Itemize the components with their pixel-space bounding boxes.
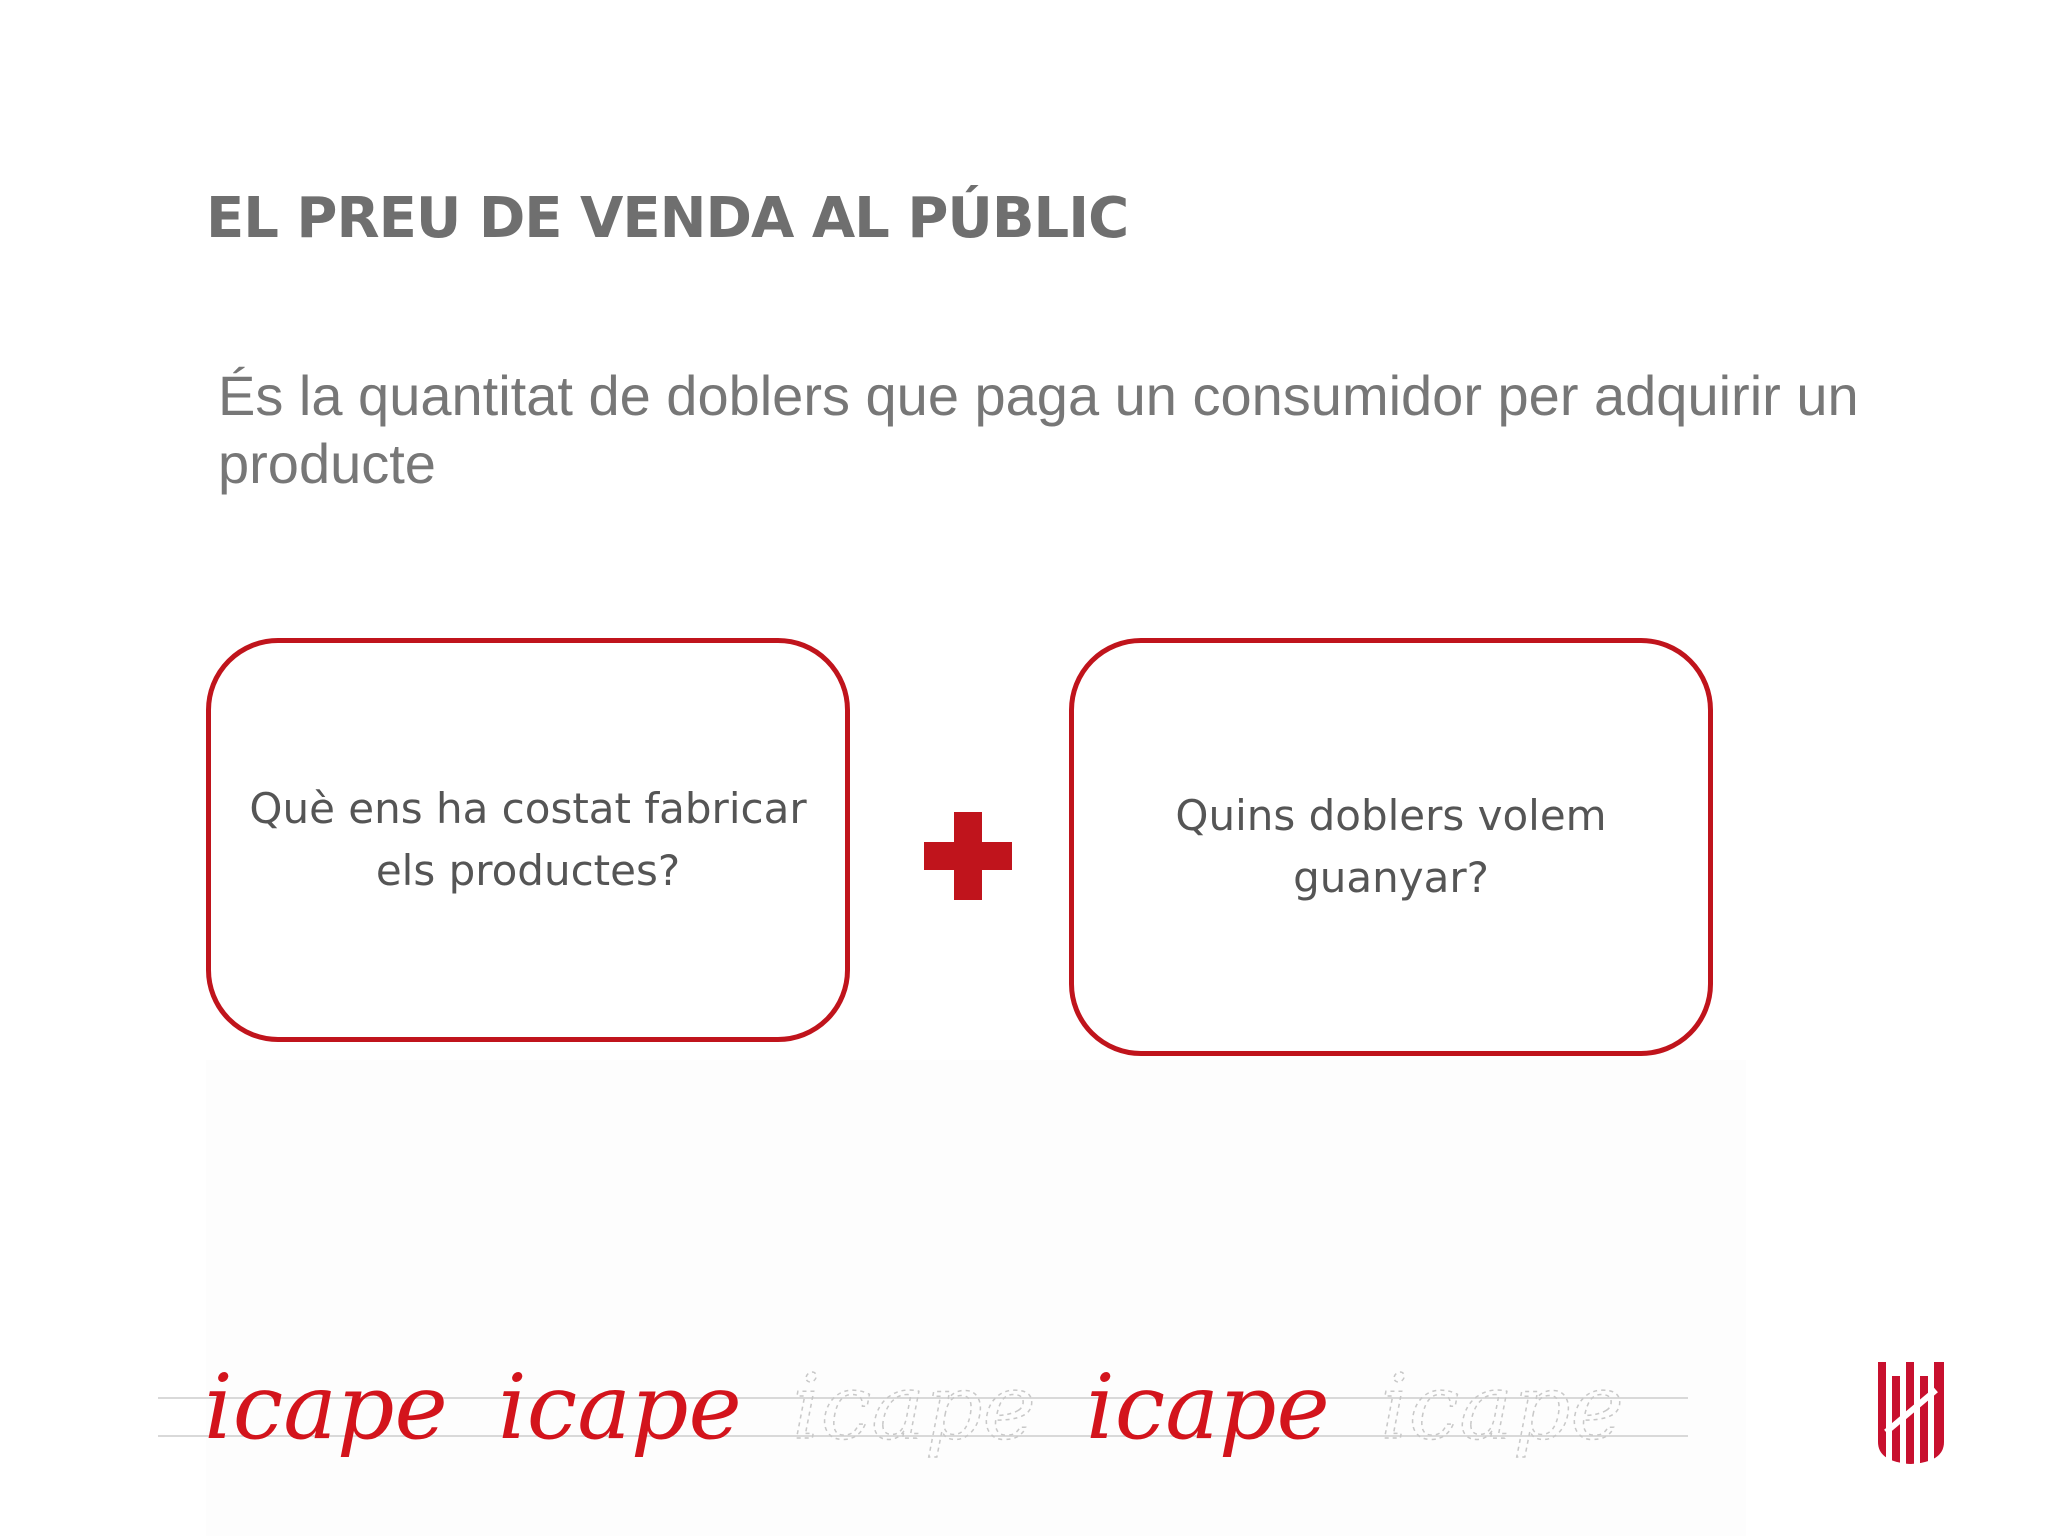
icape-word-2: icape: [498, 1360, 742, 1460]
icape-word-4: icape: [1086, 1360, 1330, 1460]
slide-title: EL PREU DE VENDA AL PÚBLIC: [206, 186, 1129, 251]
cost-box: [206, 638, 850, 1042]
definition-text: És la quantitat de doblers que paga un consumidor per adquirir un producte: [218, 364, 1859, 495]
plus-icon: [924, 812, 1012, 900]
icape-word-1: icape: [204, 1360, 448, 1460]
profit-box: [1069, 638, 1713, 1056]
icape-logo: [158, 1360, 1698, 1490]
cost-box-text: Què ens ha costat fabricar els productes?: [249, 784, 807, 895]
icape-word-5: icape: [1380, 1360, 1624, 1460]
govern-emblem-icon: [1876, 1362, 1946, 1466]
icape-word-3: icape: [792, 1360, 1036, 1460]
profit-box-text: Quins doblers volem guanyar?: [1175, 791, 1607, 902]
